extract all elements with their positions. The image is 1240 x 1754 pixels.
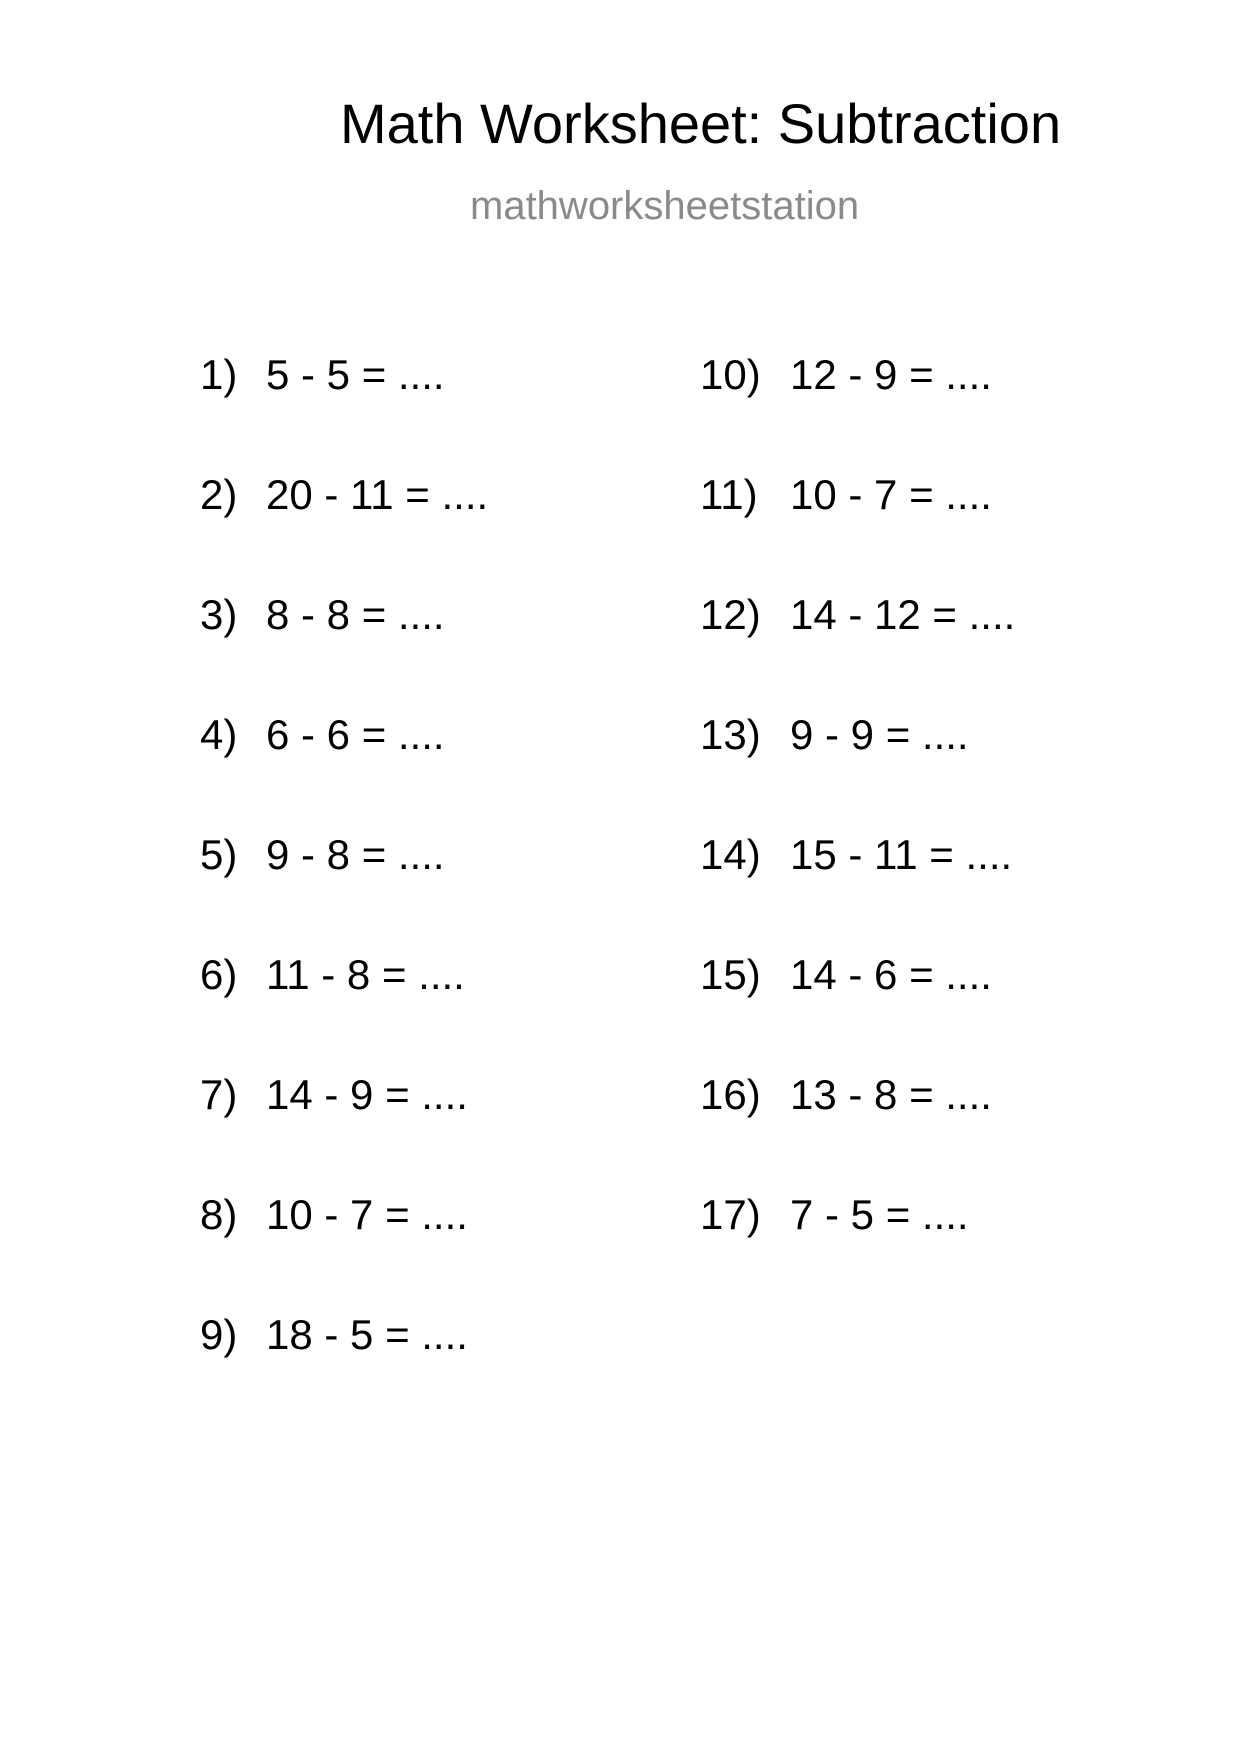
problem-expression: 18 - 5 = ....: [266, 1311, 468, 1358]
problem-number: 17): [700, 1191, 761, 1238]
problem-item: [700, 351, 1015, 474]
problem-item: [200, 1071, 488, 1194]
problem-item: [200, 711, 488, 834]
problem-expression: 7 - 5 = ....: [790, 1191, 969, 1238]
problem-number: 6): [200, 951, 238, 998]
problem-item: [200, 471, 489, 594]
problem-number: 12): [700, 591, 761, 638]
problem-item: [200, 951, 488, 1074]
problem-item: [700, 951, 1015, 1074]
problem-number: 16): [700, 1071, 761, 1118]
problem-expression: 15 - 11 = ....: [790, 831, 1013, 878]
problem-item: [700, 831, 1015, 954]
problem-number: 9): [200, 1311, 238, 1358]
problem-number: 15): [700, 951, 761, 998]
problem-item: [700, 1191, 1015, 1314]
problem-number: 14): [700, 831, 761, 878]
problem-item: [200, 1311, 488, 1434]
problem-number: 13): [700, 711, 761, 758]
problem-expression: 9 - 9 = ....: [790, 711, 969, 758]
problem-expression: 5 - 5 = ....: [266, 351, 445, 398]
problem-item: [700, 591, 1016, 714]
problem-number: 3): [200, 591, 238, 638]
problem-item: [700, 1071, 1015, 1194]
problem-expression: 11 - 8 = ....: [266, 951, 465, 998]
problem-number: 10): [700, 351, 761, 398]
problem-expression: 14 - 6 = ....: [790, 951, 992, 998]
problem-number: 11): [700, 471, 758, 518]
problem-number: 2): [200, 471, 238, 518]
problem-item: [200, 1191, 488, 1314]
problem-number: 7): [200, 1071, 238, 1118]
problem-expression: 14 - 9 = ....: [266, 1071, 468, 1118]
problem-item: [200, 591, 488, 714]
problem-expression: 8 - 8 = ....: [266, 591, 445, 638]
worksheet-title: Math Worksheet: Subtraction: [340, 92, 1062, 155]
problem-item: [700, 471, 1015, 594]
problem-number: 4): [200, 711, 238, 758]
problem-expression: 20 - 11 = ....: [266, 471, 489, 518]
problem-expression: 13 - 8 = ....: [790, 1071, 992, 1118]
worksheet-source: mathworksheetstation: [470, 184, 860, 228]
problem-expression: 10 - 7 = ....: [266, 1191, 468, 1238]
problem-list-left: [200, 351, 489, 1434]
problem-expression: 14 - 12 = ....: [790, 591, 1016, 638]
problem-number: 5): [200, 831, 238, 878]
problem-number: 8): [200, 1191, 238, 1238]
problem-item: [700, 711, 1015, 834]
problem-number: 1): [200, 351, 238, 398]
problem-list-right: [700, 351, 1016, 1314]
problem-expression: 9 - 8 = ....: [266, 831, 445, 878]
problem-expression: 12 - 9 = ....: [790, 351, 992, 398]
problem-expression: 6 - 6 = ....: [266, 711, 445, 758]
problem-item: [200, 351, 488, 474]
problem-item: [200, 831, 488, 954]
problem-expression: 10 - 7 = ....: [790, 471, 992, 518]
